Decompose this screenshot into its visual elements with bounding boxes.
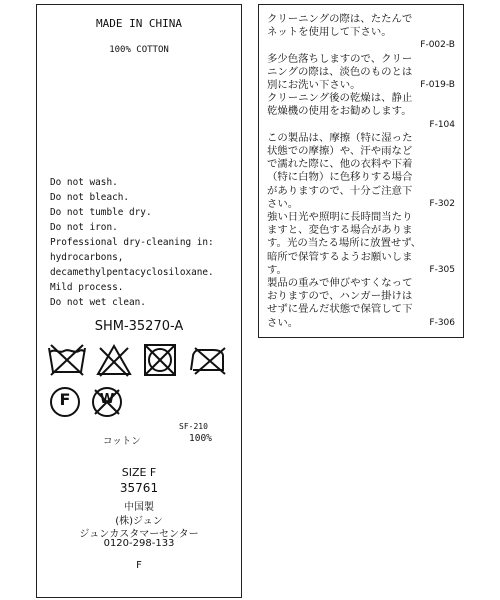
fabric-percent: 100% (189, 433, 212, 444)
no-wash-icon (49, 345, 85, 375)
care-note-line: で濡れた際に、他の衣料や下着 (267, 158, 413, 171)
care-note-line: クリーニングの際は、たたんで (267, 13, 413, 25)
origin-text: MADE IN CHINA (95, 17, 183, 30)
care-note-line: ますと、変色する場合がありま (267, 224, 413, 237)
care-instruction-line: hydrocarbons, (50, 252, 124, 263)
care-note-line: 別にお洗い下さい。 (267, 79, 361, 91)
care-note-line: 暗所で保管するようお願いしま (267, 250, 413, 263)
bottom-code: F (136, 560, 142, 571)
material-text: 100% COTTON (109, 45, 169, 55)
care-note-line: この製品は、摩擦（特に湿った (267, 131, 413, 144)
care-note-line: 強い日光や照明に長時間当たり (267, 211, 413, 223)
size-label: SIZE F (121, 466, 157, 479)
care-label-right (258, 4, 464, 338)
care-note-code: F-306 (429, 317, 455, 328)
phone-number: 0120-298-133 (103, 538, 175, 549)
care-note-code: F-302 (429, 198, 455, 209)
care-instruction-line: decamethylpentacyclosiloxane. (50, 267, 214, 278)
care-note-line: 多少色落ちしますので、クリー (267, 52, 413, 65)
care-note-line: す。 (267, 263, 287, 276)
company-name: (株)ジュン (115, 516, 163, 527)
made-in-jp: 中国製 (124, 502, 154, 513)
care-note-code: F-104 (429, 119, 455, 130)
care-instruction-line: Professional dry-cleaning in: (50, 237, 214, 248)
care-note-line: （特に白物）に色移りする場合 (267, 171, 413, 184)
item-number: 35761 (119, 481, 159, 495)
no-bleach-icon (98, 346, 130, 376)
care-instruction-line: Do not iron. (50, 222, 118, 233)
product-code: SHM-35270-A (94, 319, 184, 334)
no-tumble-dry-icon (145, 345, 175, 375)
care-instruction-line: Do not wash. (50, 177, 118, 188)
care-note-line: す。光の当たる場所に放置せず、 (267, 237, 422, 250)
no-iron-icon (191, 348, 225, 374)
care-note-line: せずに畳んだ状態で保管して下 (267, 303, 413, 316)
fabric-code: SF-210 (179, 422, 208, 431)
care-note-line: さい。 (267, 197, 299, 210)
care-note-code: F-019-B (420, 80, 455, 90)
care-note-line: ネットを使用して下さい。 (267, 26, 392, 39)
care-note-code: F-002-B (420, 40, 455, 51)
care-note-line: クリーニング後の乾燥は、静止 (267, 92, 413, 105)
fabric-name: コットン (103, 436, 141, 447)
care-note-line: おりますので、ハンガー掛けは (267, 290, 413, 303)
care-instruction-line: Do not tumble dry. (50, 207, 152, 218)
care-symbols-row1 (47, 342, 237, 378)
care-note-line: 乾燥機の使用をお勧めします。 (267, 105, 412, 118)
dry-clean-letter: F (59, 390, 71, 409)
care-label-left (36, 4, 242, 598)
care-note-line: がありますので、十分ご注意下 (267, 184, 413, 197)
care-note-line: 製品の重みで伸びやすくなって (267, 277, 413, 289)
care-note-code: F-305 (429, 264, 455, 275)
care-instruction-line: Mild process. (50, 282, 124, 293)
wet-clean-letter: W (99, 392, 115, 407)
customer-center: ジュンカスタマーセンター (79, 529, 199, 540)
care-note-line: さい。 (267, 316, 299, 329)
care-instruction-line: Do not bleach. (50, 192, 130, 203)
care-instruction-line: Do not wet clean. (50, 297, 146, 308)
care-note-line: 状態での摩擦）や、汗や雨など (267, 145, 413, 157)
care-note-line: ニングの際は、淡色のものとは (267, 65, 413, 78)
